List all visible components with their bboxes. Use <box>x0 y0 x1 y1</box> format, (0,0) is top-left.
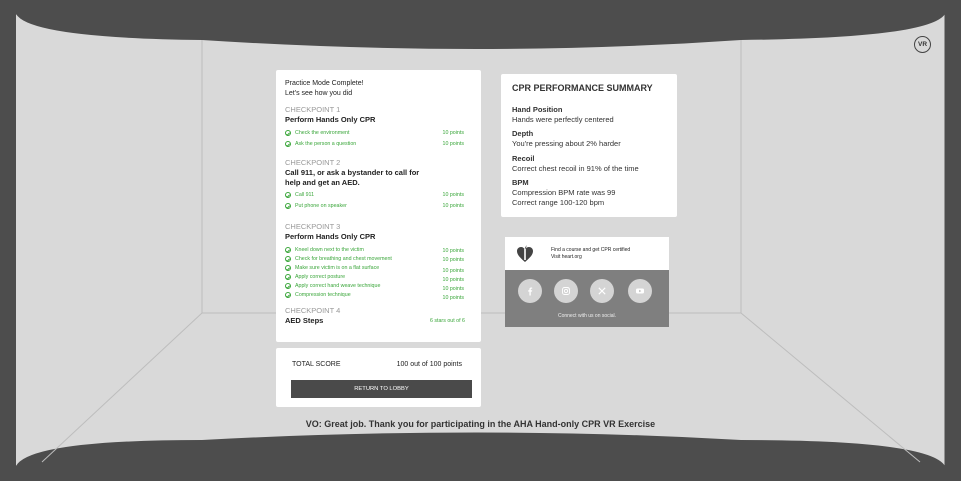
checkpoint-4-title: AED Steps <box>285 316 324 325</box>
aha-course-link[interactable] <box>505 237 669 270</box>
intro-line-2: Let's see how you did <box>285 89 353 97</box>
metric-value-bpm-range: Correct range 100-120 bpm <box>512 198 605 207</box>
connect-social-text: Connect with us on social. <box>557 313 617 319</box>
aha-promo-panel <box>505 237 669 327</box>
checkpoint-4-label: CHECKPOINT 4 <box>285 306 341 315</box>
item-points: 10 points <box>442 295 464 301</box>
check-circle-icon <box>285 292 291 298</box>
checklist-item: Ask the person a question <box>285 141 465 150</box>
intro-line-1: Practice Mode Complete! <box>285 80 364 87</box>
x-icon[interactable] <box>590 279 614 303</box>
item-points: 10 points <box>442 130 464 136</box>
summary-title: CPR PERFORMANCE SUMMARY <box>512 83 653 93</box>
metric-label-hand-position: Hand Position <box>512 105 563 114</box>
checklist-item: Check the environment <box>285 130 465 139</box>
metric-value-depth: You're pressing about 2% harder <box>512 139 621 148</box>
metric-value-hand-position: Hands were perfectly centered <box>512 115 614 124</box>
metric-value-recoil: Correct chest recoil in 91% of the time <box>512 164 639 173</box>
checklist-item: Apply correct hand weave technique <box>285 283 465 292</box>
checkpoint-1-label: CHECKPOINT 1 <box>285 105 341 114</box>
check-circle-icon <box>285 274 291 280</box>
check-circle-icon <box>285 256 291 262</box>
item-points: 10 points <box>442 248 464 254</box>
metric-label-depth: Depth <box>512 129 534 138</box>
vr-badge[interactable]: VR <box>914 36 931 53</box>
checkpoint-2-label: CHECKPOINT 2 <box>285 158 341 167</box>
youtube-icon[interactable] <box>628 279 652 303</box>
social-footer <box>505 270 669 327</box>
check-circle-icon <box>285 283 291 289</box>
checkpoint-1-title: Perform Hands Only CPR <box>285 115 376 124</box>
checkpoint-results-panel <box>276 70 481 342</box>
checklist-item: Call 911 <box>285 192 465 201</box>
checklist-item: Kneel down next to the victim <box>285 247 465 256</box>
total-score-panel <box>276 348 481 407</box>
instagram-icon[interactable] <box>554 279 578 303</box>
checklist-item: Compression technique <box>285 292 465 301</box>
check-circle-icon <box>285 192 291 198</box>
item-points: 10 points <box>442 286 464 292</box>
item-points: 10 points <box>442 203 464 209</box>
checklist-item: Check for breathing and chest movement <box>285 256 465 265</box>
metric-value-bpm-rate: Compression BPM rate was 99 <box>512 188 616 197</box>
intro-text <box>285 79 364 98</box>
item-points: 10 points <box>442 192 464 198</box>
check-circle-icon <box>285 130 291 136</box>
check-circle-icon <box>285 203 291 209</box>
aha-heart-torch-logo-icon <box>515 244 535 264</box>
check-circle-icon <box>285 141 291 147</box>
checkpoint-3-title: Perform Hands Only CPR <box>285 232 376 241</box>
check-circle-icon <box>285 265 291 271</box>
total-score-label: TOTAL SCORE <box>292 361 341 368</box>
item-points: 10 points <box>442 141 464 147</box>
cpr-performance-summary-panel <box>501 74 677 217</box>
stars-earned: 6 stars out of 6 <box>429 318 465 324</box>
checkpoint-2-title: Call 911, or ask a bystander to call for help and get an AED. <box>285 168 420 187</box>
item-points: 10 points <box>442 268 464 274</box>
check-circle-icon <box>285 247 291 253</box>
checklist-item: Put phone on speaker <box>285 203 465 212</box>
aha-promo-line-2: Visit heart.org <box>551 254 582 260</box>
item-points: 10 points <box>442 277 464 283</box>
checklist-item: Make sure victim is on a flat surface <box>285 265 465 274</box>
voiceover-caption: VO: Great job. Thank you for participating in the AHA Hand-only CPR VR Exercise <box>305 419 656 429</box>
return-to-lobby-button[interactable]: RETURN TO LOBBY <box>291 380 472 398</box>
metric-label-recoil: Recoil <box>512 154 535 163</box>
facebook-icon[interactable] <box>518 279 542 303</box>
item-points: 10 points <box>442 257 464 263</box>
checklist-item: Apply correct posture <box>285 274 465 283</box>
aha-promo-line-1: Find a course and get CPR certified <box>551 247 631 253</box>
metric-label-bpm: BPM <box>512 178 529 187</box>
checkpoint-3-label: CHECKPOINT 3 <box>285 222 341 231</box>
total-score-value: 100 out of 100 points <box>396 361 462 368</box>
